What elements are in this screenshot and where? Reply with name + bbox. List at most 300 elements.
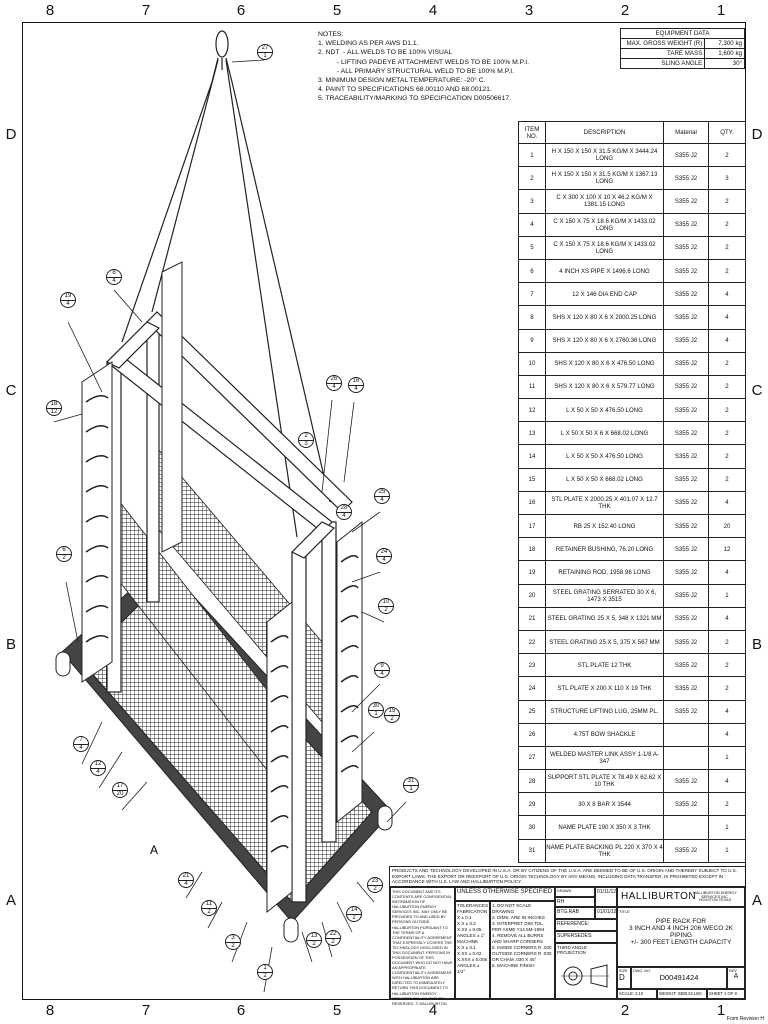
bom-row <box>519 723 746 746</box>
scale: SCALE: 1:10 <box>617 989 657 999</box>
balloon-item: 17 <box>113 783 127 791</box>
bom-material: S355 J2 <box>664 236 709 259</box>
item-balloon <box>376 548 392 564</box>
bom-material: S355 J2 <box>664 167 709 190</box>
bom-row <box>519 793 746 816</box>
bom-header: DESCRIPTION <box>546 122 664 144</box>
bom-qty: 2 <box>709 352 746 375</box>
bom-qty: 2 <box>709 213 746 236</box>
bom-description: STEEL GRATING 25 X 5, 375 X 567 MM <box>546 630 664 653</box>
bom-item-no: 9 <box>519 329 546 352</box>
item-balloon <box>325 930 341 946</box>
bom-description: C X 150 X 75 X 18.6 KG/M X 1433.02 LONG <box>546 236 664 259</box>
bom-item-no: 19 <box>519 561 546 584</box>
bom-item-no: 6 <box>519 259 546 282</box>
item-balloon <box>403 777 419 793</box>
bom-material: S355 J2 <box>664 190 709 213</box>
bill-of-materials-table <box>518 121 746 863</box>
balloon-item: 31 <box>404 778 418 786</box>
note-line: 5. TRACEABILITY/MARKING TO SPECIFICATION D00506617. <box>318 95 511 103</box>
bom-material: S355 J2 <box>664 399 709 422</box>
zone-col-label: 5 <box>332 1002 342 1019</box>
bom-item-no: 4 <box>519 213 546 236</box>
item-balloon <box>225 934 241 950</box>
bom-row <box>519 700 746 723</box>
machine-tol: X.X ± 0.1 <box>457 944 476 950</box>
item-balloon <box>374 662 390 678</box>
balloon-qty: 1 <box>263 53 267 59</box>
bom-qty: 12 <box>709 538 746 561</box>
bom-material: S355 J2 <box>664 770 709 793</box>
balloon-qty: 4 <box>332 384 336 390</box>
zone-col-label: 5 <box>332 2 342 19</box>
balloon-qty: 4 <box>79 745 83 751</box>
balloon-qty: 2 <box>263 973 267 979</box>
export-disclaimer: PRODUCTS AND TECHNOLOGY DEVELOPED IN U.S.A. OR BY CITIZENS OF THE U.S.A. ARE DEEMED TO BE OF U.S. ORIGIN AND THEREBY SUBJECT TO U.S. EXPORT LAWS. THE EXPORT OR REEXPORT OF U.S. ORIGIN TECHNOLOGY BY ANY MEANS, INCLUDING DATA TRANSFER, IS PROHIBITED EXCEPT IN ACCORDANCE WITH U.S. LAW AND HALLIBURTON POLICY. <box>389 866 746 886</box>
balloon-item: 15 <box>385 708 399 716</box>
balloon-item: 11 <box>202 901 216 909</box>
bom-item-no: 3 <box>519 190 546 213</box>
balloon-item: 9 <box>375 663 389 671</box>
bom-qty: 2 <box>709 677 746 700</box>
reference-label: REFERENCE: <box>555 919 617 931</box>
bom-qty: 4 <box>709 723 746 746</box>
zone-col-label: 8 <box>45 1002 55 1019</box>
bom-item-no: 26 <box>519 723 546 746</box>
bom-qty: 4 <box>709 329 746 352</box>
bom-qty: 2 <box>709 793 746 816</box>
bom-item-no: 24 <box>519 677 546 700</box>
item-balloon <box>46 400 62 416</box>
gen-note: 3. INTERPRET DIM TOL PER ASME Y14.5M-1994 <box>492 920 545 932</box>
item-balloon <box>336 504 352 520</box>
bom-material: S355 J2 <box>664 445 709 468</box>
bom-qty: 2 <box>709 236 746 259</box>
balloon-item: 7 <box>74 737 88 745</box>
bom-description: STEEL GRATING 25 X 5, 348 X 1321 MM <box>546 607 664 630</box>
bom-item-no: 23 <box>519 654 546 677</box>
balloon-item: 22 <box>326 931 340 939</box>
drawn-date: 01/11/12 <box>595 887 617 907</box>
bom-description: RETAINING ROD, 1958.96 LONG <box>546 561 664 584</box>
item-balloon <box>346 906 362 922</box>
bom-qty: 4 <box>709 306 746 329</box>
item-balloon <box>378 598 394 614</box>
bom-qty: 4 <box>709 283 746 306</box>
bom-header-row <box>519 122 746 144</box>
checked-date: 01/01/12 <box>595 907 617 919</box>
bom-row <box>519 399 746 422</box>
zone-row-label: C <box>751 382 763 399</box>
zone-col-label: 6 <box>236 2 246 19</box>
balloon-qty: 12 <box>50 409 58 415</box>
zone-col-label: 6 <box>236 1002 246 1019</box>
zone-col-label: 7 <box>141 2 151 19</box>
balloon-qty: 4 <box>342 513 346 519</box>
bom-description: C X 300 X 100 X 10 X 46.2 KG/M X 1381.15 LONG <box>546 190 664 213</box>
item-balloon <box>348 377 364 393</box>
bom-material: S355 J2 <box>664 329 709 352</box>
bom-item-no: 15 <box>519 468 546 491</box>
rev-box <box>727 967 745 989</box>
pipe-rack-isometric-drawing <box>22 22 530 1000</box>
size-label: SIZE <box>619 969 628 973</box>
balloon-item: 8 <box>107 270 121 278</box>
bom-item-no: 11 <box>519 375 546 398</box>
bom-description: H X 150 X 150 X 31.5 KG/M X 1367.13 LONG <box>546 167 664 190</box>
bom-row <box>519 283 746 306</box>
equipment-value: 30° <box>705 59 745 69</box>
bom-material: S355 J2 <box>664 468 709 491</box>
balloon-item: 25 <box>375 489 389 497</box>
bom-material: S355 J2 <box>664 630 709 653</box>
zone-col-label: 4 <box>428 1002 438 1019</box>
bom-body <box>519 144 746 863</box>
bom-row <box>519 746 746 769</box>
tolerances-block <box>455 901 490 999</box>
bom-material: S355 J2 <box>664 654 709 677</box>
form-revision-tag: Form Revision H <box>726 1016 764 1022</box>
bom-qty: 4 <box>709 770 746 793</box>
equipment-value: 7,300 kg <box>705 39 745 49</box>
equipment-label: SLING ANGLE <box>621 59 705 69</box>
bom-item-no: 18 <box>519 538 546 561</box>
balloon-qty: 2 <box>384 607 388 613</box>
bom-row <box>519 816 746 839</box>
bom-item-no: 21 <box>519 607 546 630</box>
zone-col-label: 2 <box>620 2 630 19</box>
machine-tol: X.XX ± 0.02 <box>457 950 482 956</box>
zone-row-label: D <box>751 126 763 143</box>
bom-material <box>664 746 709 769</box>
title-line: +/- 300 FEET LENGTH CAPACITY <box>630 939 732 946</box>
bom-material: S355 J2 <box>664 677 709 700</box>
bom-row <box>519 306 746 329</box>
bom-qty: 4 <box>709 700 746 723</box>
company-city: HOUSTON TEXAS <box>698 898 732 902</box>
balloon-item: 30 <box>369 703 383 711</box>
bom-item-no: 20 <box>519 584 546 607</box>
bom-qty: 2 <box>709 259 746 282</box>
note-line: - LIFTING PADEYE ATTACHMENT WELDS TO BE 100% M.P.I. <box>318 58 530 66</box>
bom-row <box>519 190 746 213</box>
zone-col-label: 2 <box>620 1002 630 1019</box>
bom-item-no: 2 <box>519 167 546 190</box>
bom-qty: 1 <box>709 746 746 769</box>
bom-item-no: 30 <box>519 816 546 839</box>
item-balloon <box>306 932 322 948</box>
item-balloon <box>90 760 106 776</box>
balloon-qty: 4 <box>112 278 116 284</box>
bom-qty: 2 <box>709 468 746 491</box>
general-notes <box>318 30 530 103</box>
bom-row <box>519 607 746 630</box>
dwg-number: D00491424 <box>659 973 699 982</box>
bom-item-no: 22 <box>519 630 546 653</box>
bom-material: S355 J2 <box>664 839 709 862</box>
bom-row <box>519 630 746 653</box>
bom-header: Material <box>664 122 709 144</box>
bom-material: S355 J2 <box>664 491 709 514</box>
sheet-number: SHEET 1 OF 8 <box>707 989 745 999</box>
bom-material: S355 J2 <box>664 306 709 329</box>
bom-row <box>519 839 746 862</box>
balloon-qty: 4 <box>184 881 188 887</box>
balloon-qty: 2 <box>373 886 377 892</box>
bom-material: S355 J2 <box>664 538 709 561</box>
machine-tol: X.XXX ± 0.005 <box>457 956 488 962</box>
bom-description: C X 150 X 75 X 18.6 KG/M X 1433.02 LONG <box>546 213 664 236</box>
bom-row <box>519 422 746 445</box>
balloon-item: 12 <box>91 761 105 769</box>
equipment-data-table <box>620 28 745 69</box>
zone-col-label: 7 <box>141 1002 151 1019</box>
machine-tol: ANGLES ± 1/2° <box>457 962 480 974</box>
third-angle-projection-icon <box>557 961 613 991</box>
fab-tol: X.XX ± 0.05 <box>457 926 482 932</box>
zone-row-label: B <box>751 636 762 653</box>
bom-item-no: 1 <box>519 144 546 167</box>
balloon-qty: 1 <box>409 786 413 792</box>
gen-note: 4. REMOVE ALL BURRS AND SHARP CORNERS <box>492 932 544 944</box>
bom-qty: 2 <box>709 399 746 422</box>
item-balloon <box>56 546 72 562</box>
bom-material: S355 J2 <box>664 561 709 584</box>
gen-note: 2. DIMS. ARE IN INCHES <box>492 914 545 920</box>
zone-col-label: 3 <box>524 1002 534 1019</box>
balloon-qty: 2 <box>390 716 394 722</box>
balloon-qty: 4 <box>382 557 386 563</box>
bom-row <box>519 329 746 352</box>
bom-item-no: 17 <box>519 515 546 538</box>
bom-row <box>519 677 746 700</box>
balloon-qty: 1 <box>374 711 378 717</box>
bom-row <box>519 375 746 398</box>
item-balloon <box>367 877 383 893</box>
title-line: 3 INCH AND 4 INCH 206 WECO 2K PIPING <box>628 925 734 939</box>
bom-description: L X 50 X 50 X 476.50 LONG <box>546 399 664 422</box>
bom-material: S355 J2 <box>664 515 709 538</box>
bom-row <box>519 259 746 282</box>
zone-col-label: 1 <box>716 1002 726 1019</box>
balloon-qty: 20 <box>116 791 124 797</box>
bom-row <box>519 352 746 375</box>
balloon-item: 10 <box>379 599 393 607</box>
bom-row <box>519 468 746 491</box>
title-label: TITLE <box>619 909 630 914</box>
zone-col-label: 3 <box>524 2 534 19</box>
zone-col-label: 8 <box>45 2 55 19</box>
balloon-item: 27 <box>258 45 272 53</box>
bom-row <box>519 491 746 514</box>
equipment-value: 1,600 kg <box>705 49 745 59</box>
bom-description: 4.75T BOW SHACKLE <box>546 723 664 746</box>
balloon-item: 26 <box>327 376 341 384</box>
bom-item-no: 14 <box>519 445 546 468</box>
bom-row <box>519 213 746 236</box>
bom-description: SHS X 120 X 80 X 6 X 476.50 LONG <box>546 352 664 375</box>
equipment-data-title: EQUIPMENT DATA <box>621 29 745 39</box>
gen-note: 1. DO NOT SCALE DRAWING <box>492 903 532 914</box>
bom-qty: 2 <box>709 654 746 677</box>
bom-item-no: 12 <box>519 399 546 422</box>
bom-item-no: 5 <box>519 236 546 259</box>
size-value: D <box>619 973 625 982</box>
bom-row <box>519 445 746 468</box>
bom-item-no: 13 <box>519 422 546 445</box>
section-view-label: A <box>150 843 159 857</box>
bom-row <box>519 584 746 607</box>
equipment-label: MAX. GROSS WEIGHT (R) <box>621 39 705 49</box>
bom-material: S355 J2 <box>664 422 709 445</box>
zone-row-label: D <box>5 126 17 143</box>
item-balloon <box>298 432 314 448</box>
note-line: - ALL PRIMARY STRUCTURAL WELD TO BE 100% M.P.I. <box>318 67 515 75</box>
zone-row-label: A <box>751 892 762 909</box>
balloon-item: 16 <box>349 378 363 386</box>
bom-item-no: 29 <box>519 793 546 816</box>
bom-description: WELDED MASTER LINK ASSY 1-1/8 A-347 <box>546 746 664 769</box>
zone-columns-top <box>22 2 746 22</box>
balloon-item: 1 <box>258 965 272 973</box>
gen-note: 6. MACHINE FINISH <box>492 962 535 968</box>
item-balloon <box>384 707 400 723</box>
bom-description: L X 50 X 50 X 668.02 LONG <box>546 468 664 491</box>
note-line: 2. NDT - ALL WELDS TO BE 100% VISUAL <box>318 49 453 57</box>
bom-qty: 2 <box>709 422 746 445</box>
bom-description: RB 25 X 152.40 LONG <box>546 515 664 538</box>
bom-item-no: 28 <box>519 770 546 793</box>
fabrication-label: FABRICATION <box>457 908 488 914</box>
zone-row-label: C <box>5 382 17 399</box>
bom-row <box>519 144 746 167</box>
fab-tol: X ± 0.1 <box>457 914 472 920</box>
zone-col-label: 1 <box>716 2 726 19</box>
company-block <box>617 887 745 907</box>
gen-note: 5. INSIDE CORNERS R .030 OUTSIDE CORNERS R .030 OR CHAM .030 X 45° <box>492 944 552 962</box>
bom-material: S355 J2 <box>664 259 709 282</box>
bom-header: QTY. <box>709 122 746 144</box>
bom-qty: 4 <box>709 561 746 584</box>
confidential-notice: THIS DOCUMENT AND ITS CONTENTS ARE CONFIDENTIAL INFORMATION OF HALLIBURTON ENERGY SERVICES INC. MAY ONLY BE PROVIDED TO AND USED BY PERSONS OUTSIDE HALLIBURTON PURSUANT TO THE TERMS OF A CONFIDENTIALITY AGREEMENT THAT EXPRESSLY COVERS THE TECHNOLOGY DISCLOSED IN THIS DOCUMENT. PERSONS IN POSSESSION OF THIS DOCUMENT WHO DO NOT HAVE AN APPROPRIATE CONFIDENTIALITY AGREEMENT WITH HALLIBURTON ARE DIRECTED TO IMMEDIATELY RETURN THIS DOCUMENT TO HALLIBURTON ENERGY SERVICES INC. ALL RIGHTS RESERVED. © HALLIBURTON <box>390 887 455 999</box>
size-box <box>617 967 631 989</box>
bom-material: S355 J2 <box>664 700 709 723</box>
rev-label: REV <box>729 969 737 973</box>
bom-header: ITEM NO. <box>519 122 546 144</box>
drawn-by: RH <box>555 897 595 907</box>
dwg-no-box <box>631 967 727 989</box>
bom-material: S355 J2 <box>664 793 709 816</box>
bom-material: S355 J2 <box>664 584 709 607</box>
item-balloon <box>257 964 273 980</box>
item-balloon <box>368 702 384 718</box>
balloon-item: 18 <box>47 401 61 409</box>
balloon-item: 19 <box>61 293 75 301</box>
bom-description: 4 INCH XS PIPE X 1496.6 LONG <box>546 259 664 282</box>
bom-item-no: 31 <box>519 839 546 862</box>
zone-columns-bottom <box>22 1002 746 1022</box>
bom-row <box>519 538 746 561</box>
balloon-item: 23 <box>368 878 382 886</box>
bom-material: S355 J2 <box>664 375 709 398</box>
bom-material: S355 J2 <box>664 213 709 236</box>
balloon-item: 24 <box>377 549 391 557</box>
balloon-item: 3 <box>226 935 240 943</box>
balloon-item: 2 <box>299 433 313 441</box>
item-balloon <box>112 782 128 798</box>
bom-row <box>519 770 746 793</box>
bom-row <box>519 515 746 538</box>
bom-description: L X 50 X 50 X 476.50 LONG <box>546 445 664 468</box>
bom-description: H X 150 X 150 X 31.5 KG/M X 3444.24 LONG <box>546 144 664 167</box>
item-balloon <box>178 872 194 888</box>
title-line: PIPE RACK FOR <box>655 918 707 925</box>
bom-description: NAME PLATE 190 X 350 X 3 THK <box>546 816 664 839</box>
fab-tol: ANGLES ± 1° <box>457 932 486 938</box>
bom-material: S355 J2 <box>664 352 709 375</box>
checked-by: BTG.RAB <box>555 907 595 919</box>
bom-description: STEEL GRATING SERRATED 30 X 6, 1473 X 3515 <box>546 584 664 607</box>
bom-item-no: 10 <box>519 352 546 375</box>
tolerances-label: TOLERANCES <box>457 903 489 908</box>
bom-row <box>519 561 746 584</box>
balloon-item: 14 <box>347 907 361 915</box>
title-box <box>617 907 745 967</box>
balloon-qty: 4 <box>380 497 384 503</box>
note-line: 3. MINIMUM DESIGN METAL TEMPERATURE: -20° C. <box>318 76 486 84</box>
bom-description: NAME PLATE BACKING PL 220 X 370 X 4 THK <box>546 839 664 862</box>
item-balloon <box>60 292 76 308</box>
bom-description: STRUCTURE LIFTING LUG, 25MM PL. <box>546 700 664 723</box>
note-line: 4. PAINT TO SPECIFICATIONS 68.00110 AND 68.00121. <box>318 86 492 94</box>
bom-description: STL PLATE 12 THK <box>546 654 664 677</box>
company-sub: HALLIBURTON ENERGY SERVICES INC. <box>693 891 737 899</box>
bom-description: SHS X 120 X 80 X 6 X 579.77 LONG <box>546 375 664 398</box>
balloon-qty: 2 <box>231 943 235 949</box>
notes-heading: NOTES: <box>318 31 344 38</box>
bom-item-no: 25 <box>519 700 546 723</box>
item-balloon <box>201 900 217 916</box>
balloon-qty: 2 <box>352 915 356 921</box>
equipment-label: TARE MASS <box>621 49 705 59</box>
projection-block <box>555 943 617 999</box>
bom-qty: 2 <box>709 630 746 653</box>
bom-row <box>519 654 746 677</box>
bom-description: SHS X 120 X 80 X 6 X 2760.36 LONG <box>546 329 664 352</box>
balloon-qty: 4 <box>96 769 100 775</box>
rev-value: A <box>733 973 739 980</box>
zone-row-label: B <box>5 636 16 653</box>
bom-item-no: 27 <box>519 746 546 769</box>
balloon-qty: 2 <box>62 555 66 561</box>
bom-qty: 3 <box>709 167 746 190</box>
note-line: 1. WELDING AS PER AWS D1.1. <box>318 40 419 48</box>
bom-material: S355 J2 <box>664 283 709 306</box>
balloon-qty: 4 <box>66 301 70 307</box>
dwg-label: DWG. NO. <box>633 969 652 973</box>
bom-item-no: 8 <box>519 306 546 329</box>
bom-description: STL PLATE X 2000.25 X 401.07 X 12.7 THK <box>546 491 664 514</box>
balloon-qty: 2 <box>331 939 335 945</box>
balloon-item: 21 <box>179 873 193 881</box>
bom-item-no: 7 <box>519 283 546 306</box>
balloon-item: 13 <box>307 933 321 941</box>
company-logo: HALLIBURTON <box>621 891 697 902</box>
bom-description: RETAINER BUSHING, 76.20 LONG <box>546 538 664 561</box>
supersedes-label: SUPERSEDES: <box>555 931 617 943</box>
bom-description: 12 X 146 DIA END CAP <box>546 283 664 306</box>
bom-material <box>664 723 709 746</box>
